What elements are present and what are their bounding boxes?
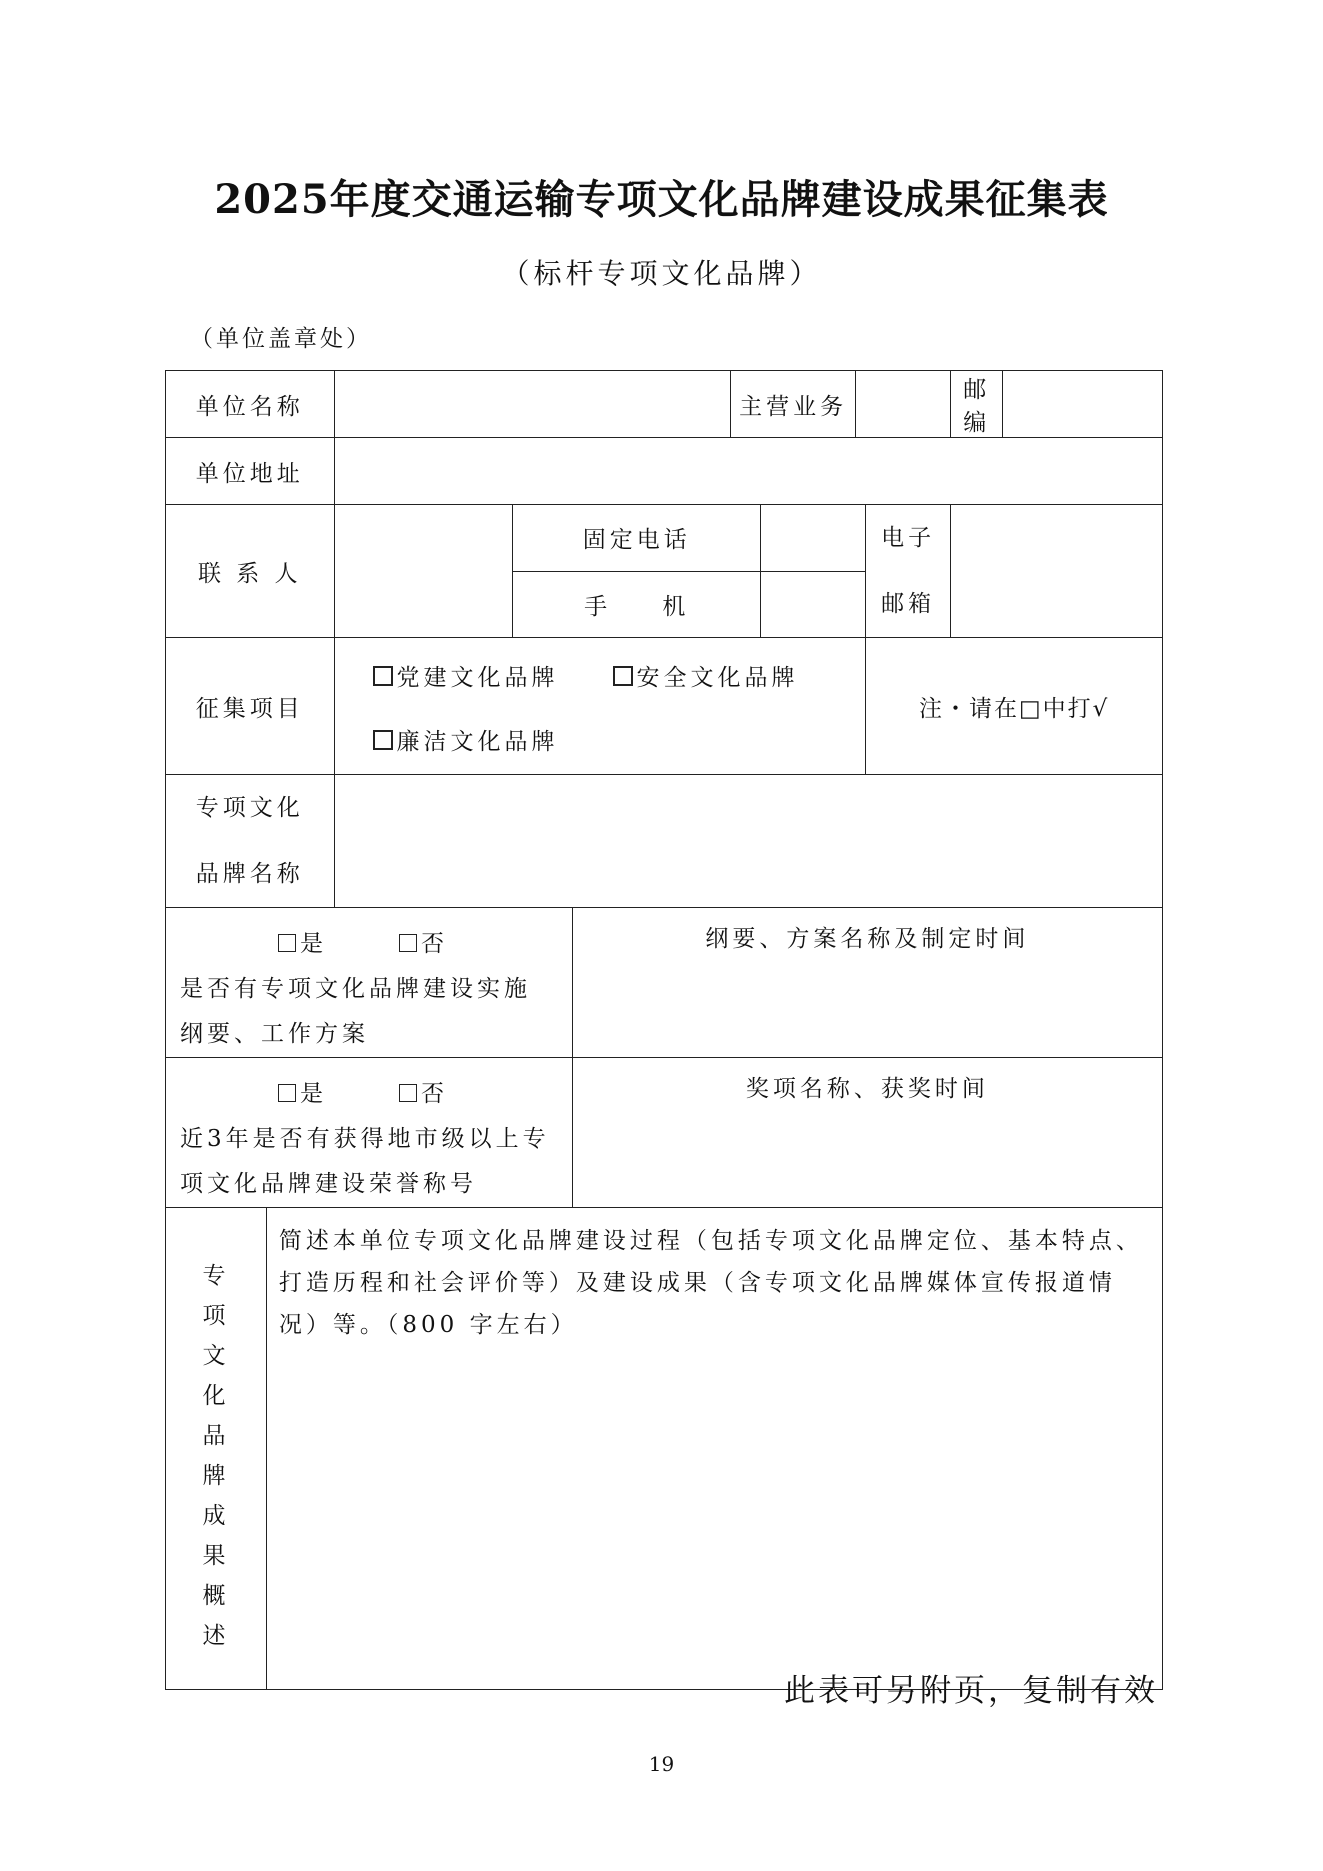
- copy-note: 此表可另附页，复制有效: [784, 1673, 1158, 1709]
- form-subtitle: （标杆专项文化品牌）: [501, 257, 822, 290]
- landline-label: 固定电话: [513, 505, 761, 572]
- postcode-label: 邮 编: [951, 371, 1003, 438]
- q1-question: 是否有专项文化品牌建设实施纲要、工作方案: [180, 976, 531, 1047]
- checkbox-icon[interactable]: [278, 1084, 296, 1102]
- q1-cell: [166, 908, 573, 1058]
- option-integrity[interactable]: 廉洁文化品牌: [373, 710, 559, 774]
- mobile-field[interactable]: [761, 571, 866, 638]
- brand-name-label-line1: 专项文化: [195, 795, 304, 821]
- unit-name-field[interactable]: [334, 371, 731, 438]
- q2-answer-field[interactable]: [572, 1058, 1162, 1208]
- contact-label: 联 系 人: [166, 505, 335, 638]
- contact-field[interactable]: [334, 505, 513, 638]
- q2-yes-no: [180, 1072, 558, 1117]
- mobile-label: 手 机: [513, 571, 761, 638]
- q1-no-option[interactable]: 否: [399, 931, 448, 957]
- option-party-building[interactable]: 党建文化品牌: [373, 646, 613, 710]
- postcode-field[interactable]: [1003, 371, 1163, 438]
- checkbox-icon[interactable]: [373, 666, 393, 686]
- email-label: [866, 505, 951, 638]
- option-safety[interactable]: 安全文化品牌: [613, 646, 799, 710]
- tick-note: 注・请在□中打√: [866, 638, 1163, 775]
- brand-name-label: [166, 775, 335, 908]
- collection-label: 征集项目: [166, 638, 335, 775]
- q2-no-option[interactable]: 否: [399, 1081, 448, 1107]
- q1-yes-option[interactable]: 是: [278, 931, 327, 957]
- q2-yes-option[interactable]: 是: [278, 1081, 327, 1107]
- landline-field[interactable]: [761, 505, 866, 572]
- q2-cell: [166, 1058, 573, 1208]
- checkbox-icon[interactable]: [399, 1084, 417, 1102]
- main-business-field[interactable]: [856, 371, 951, 438]
- main-business-label: 主营业务: [731, 371, 856, 438]
- q2-answer-header: 奖项名称、获奖时间: [745, 1076, 989, 1102]
- page-number: 19: [648, 1752, 675, 1776]
- stamp-note: （单位盖章处）: [190, 326, 372, 352]
- collection-options: [334, 638, 866, 775]
- summary-field[interactable]: [266, 1208, 1162, 1690]
- collection-form-table: [165, 370, 1163, 1690]
- q1-answer-field[interactable]: [572, 908, 1162, 1058]
- email-label-line2: 邮箱: [881, 591, 936, 617]
- q2-question: 近3年是否有获得地市级以上专项文化品牌建设荣誉称号: [180, 1126, 550, 1197]
- email-field[interactable]: [951, 505, 1163, 638]
- summary-instruction: 简述本单位专项文化品牌建设过程（包括专项文化品牌定位、基本特点、打造历程和社会评价等）及建设成果（含专项文化品牌媒体宣传报道情况）等。（800 字左右）: [278, 1228, 1143, 1338]
- unit-address-field[interactable]: [334, 438, 1163, 505]
- q1-answer-header: 纲要、方案名称及制定时间: [705, 926, 1030, 952]
- brand-name-label-line2: 品牌名称: [195, 861, 304, 887]
- form-title: 2025年度交通运输专项文化品牌建设成果征集表: [214, 176, 1109, 223]
- checkbox-icon[interactable]: [613, 666, 633, 686]
- summary-label: 专 项 文 化 品 牌 成 果 概 述: [166, 1208, 267, 1690]
- unit-address-label: 单位地址: [166, 438, 335, 505]
- brand-name-field[interactable]: [334, 775, 1163, 908]
- checkbox-icon[interactable]: [399, 934, 417, 952]
- q1-yes-no: [180, 922, 558, 967]
- checkbox-icon[interactable]: [278, 934, 296, 952]
- unit-name-label: 单位名称: [166, 371, 335, 438]
- checkbox-icon[interactable]: [373, 730, 393, 750]
- email-label-line1: 电子: [881, 525, 936, 551]
